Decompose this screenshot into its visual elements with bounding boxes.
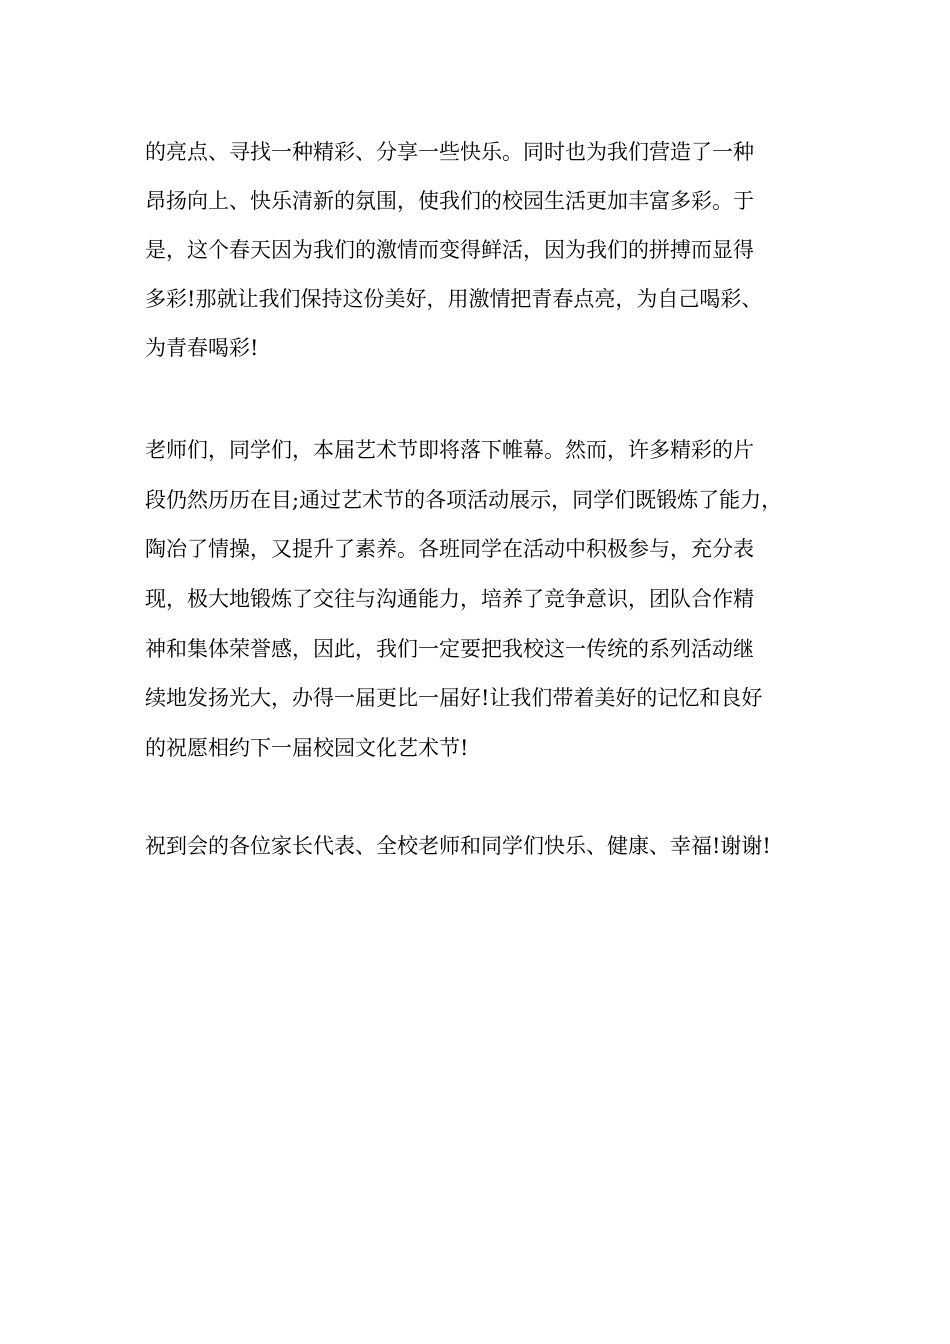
paragraph-line: 老师们，同学们，本届艺术节即将落下帷幕。然而，许多精彩的片 bbox=[145, 438, 754, 462]
paragraph-line: 是，这个春天因为我们的激情而变得鲜活，因为我们的拼搏而显得 bbox=[145, 238, 754, 262]
paragraph-line: 的祝愿相约下一届校园文化艺术节! bbox=[145, 736, 469, 760]
paragraph-line: 神和集体荣誉感，因此，我们一定要把我校这一传统的系列活动继 bbox=[145, 637, 754, 661]
paragraph-line: 段仍然历历在目;通过艺术节的各项活动展示，同学们既锻炼了能力， bbox=[145, 488, 783, 512]
paragraph-line: 续地发扬光大，办得一届更比一届好!让我们带着美好的记忆和良好 bbox=[145, 686, 763, 710]
paragraph-line: 为青春喝彩! bbox=[145, 336, 259, 360]
paragraph-line: 昂扬向上、快乐清新的氛围，使我们的校园生活更加丰富多彩。于 bbox=[145, 189, 754, 213]
paragraph-line: 现，极大地锻炼了交往与沟通能力，培养了竞争意识，团队合作精 bbox=[145, 587, 754, 611]
paragraph-line: 祝到会的各位家长代表、全校老师和同学们快乐、健康、幸福!谢谢! bbox=[145, 834, 771, 858]
paragraph-line: 的亮点、寻找一种精彩、分享一些快乐。同时也为我们营造了一种 bbox=[145, 140, 754, 164]
paragraph-line: 多彩!那就让我们保持这份美好，用激情把青春点亮，为自己喝彩、 bbox=[145, 287, 763, 311]
paragraph-line: 陶冶了情操，又提升了素养。各班同学在活动中积极参与，充分表 bbox=[145, 537, 754, 561]
